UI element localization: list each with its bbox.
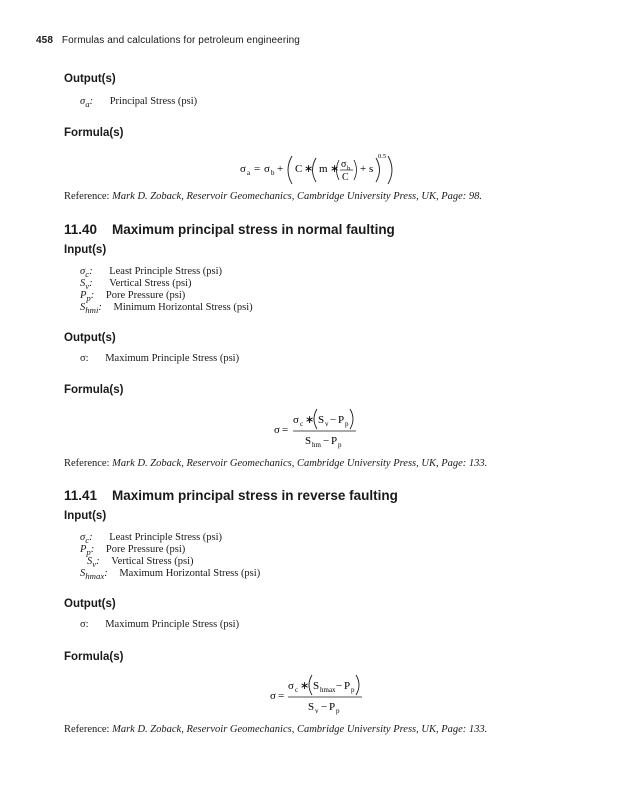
section-number: 11.41 <box>64 488 98 503</box>
num-s: S <box>318 414 325 426</box>
den-p: P <box>329 701 336 713</box>
formula-principal-stress-svg <box>238 148 398 192</box>
input-item: $S_v$: Vertical Stress (psi) <box>80 278 192 292</box>
lhs-sigma: σ <box>274 424 280 436</box>
num-s: S <box>313 680 320 692</box>
outer-paren-right <box>388 156 392 184</box>
formula-reverse-faulting-svg <box>268 672 378 718</box>
reference-1141: Reference: Mark D. Zoback, Reservoir Geomechanics, Cambridge University Press, UK, Page: 133. <box>64 724 488 735</box>
den-minus: − <box>321 701 328 713</box>
den-s: S <box>305 435 312 447</box>
output-heading: Output(s) <box>64 598 116 610</box>
plus-sign: + <box>277 163 284 175</box>
eq-sign: = <box>282 424 289 436</box>
formula-reverse-faulting <box>268 672 378 718</box>
input-item: $\sigma_c$: Least Principle Stress (psi) <box>80 266 223 280</box>
output-item <box>80 96 197 109</box>
reference-top: Reference: Mark D. Zoback, Reservoir Geomechanics, Cambridge University Press, UK, Page: 98. <box>64 191 483 202</box>
den-p-sub: p <box>336 707 340 715</box>
num-s-sub: v <box>325 420 329 428</box>
num-paren-left <box>314 409 317 429</box>
running-title: Formulas and calculations for petroleum engineering <box>61 35 300 46</box>
num-sigma-sub: c <box>295 686 299 694</box>
frac-paren-right <box>354 160 357 180</box>
times-sign: ∗ <box>300 680 310 692</box>
formula-heading: Formula(s) <box>64 127 124 139</box>
den-s-sub: hm <box>312 441 321 449</box>
times-sign: ∗ <box>305 414 315 426</box>
lhs-sub: a <box>247 169 251 177</box>
minus-sign: − <box>330 414 337 426</box>
num-paren-left <box>309 675 312 695</box>
output-desc: Principal Stress (psi) <box>109 96 198 107</box>
num-sigma: σ <box>288 680 294 692</box>
eq-sign: = <box>278 690 285 702</box>
minus-sign: − <box>336 680 343 692</box>
times-sign: ∗ <box>304 163 314 175</box>
frac-num-sub: b <box>347 165 351 172</box>
s-const: s <box>369 163 374 175</box>
reference-1140: Reference: Mark D. Zoback, Reservoir Geomechanics, Cambridge University Press, UK, Page: 133. <box>64 458 488 469</box>
input-item: $\sigma_c$: Least Principle Stress (psi) <box>80 532 223 546</box>
lhs-sigma: σ <box>270 690 276 702</box>
output-item: σ: Maximum Principle Stress (psi) <box>80 353 240 364</box>
frac-num-sigma: σ <box>341 159 347 170</box>
section-title: Maximum principal stress in normal faulting <box>112 222 395 237</box>
output-heading: Output(s) <box>64 332 116 344</box>
frac-den-c: C <box>342 172 349 183</box>
output-heading: Output(s) <box>64 73 116 85</box>
num-p-sub: p <box>351 686 355 694</box>
formula-normal-faulting <box>272 406 372 452</box>
sigma-b: σ <box>264 163 270 175</box>
plus-sign-2: + <box>360 163 367 175</box>
den-p: P <box>331 435 338 447</box>
num-sigma: σ <box>293 414 299 426</box>
input-heading: Input(s) <box>64 510 107 522</box>
input-item: $S_v$: Vertical Stress (psi) <box>87 556 194 570</box>
num-sigma-sub: c <box>300 420 304 428</box>
den-s-sub: v <box>315 707 319 715</box>
eq-sign: = <box>254 163 261 175</box>
times-sign-2: ∗ <box>330 163 340 175</box>
input-item: $P_p$: Pore Pressure (psi) <box>80 544 186 558</box>
page-number: 458 <box>36 35 53 46</box>
output-item: σ: Maximum Principle Stress (psi) <box>80 619 240 630</box>
section-title: Maximum principal stress in reverse faulting <box>112 488 398 503</box>
den-minus: − <box>323 435 330 447</box>
num-p-sub: p <box>345 420 349 428</box>
formula-principal-stress <box>238 148 398 192</box>
exponent: 0.5 <box>378 153 387 160</box>
sigma-b-sub: b <box>271 169 275 177</box>
c-const: C <box>295 163 303 175</box>
output-symbol: $\sigma_a$: <box>80 96 94 110</box>
den-p-sub: p <box>338 441 342 449</box>
m-const: m <box>319 163 328 175</box>
formula-heading: Formula(s) <box>64 384 124 396</box>
outer-paren-left <box>288 156 292 184</box>
lhs-sigma: σ <box>240 163 246 175</box>
formula-normal-faulting-svg <box>272 406 372 452</box>
num-paren-right <box>356 675 359 695</box>
section-number: 11.40 <box>64 222 98 237</box>
den-s: S <box>308 701 315 713</box>
inner-paren-right <box>376 158 380 182</box>
input-item: $P_p$: Pore Pressure (psi) <box>80 290 186 304</box>
running-header <box>36 35 300 46</box>
num-s-sub: hmax <box>320 686 336 694</box>
num-paren-right <box>350 409 353 429</box>
num-p: P <box>338 414 345 426</box>
section-title-1141 <box>64 488 398 503</box>
input-item: $S_{hmax}$: Maximum Horizontal Stress (psi) <box>80 568 261 582</box>
section-title-1140 <box>64 222 395 237</box>
formula-heading: Formula(s) <box>64 651 124 663</box>
num-p: P <box>344 680 351 692</box>
input-heading: Input(s) <box>64 244 107 256</box>
input-item: $S_{hmi}$: Minimum Horizontal Stress (psi) <box>80 302 253 316</box>
